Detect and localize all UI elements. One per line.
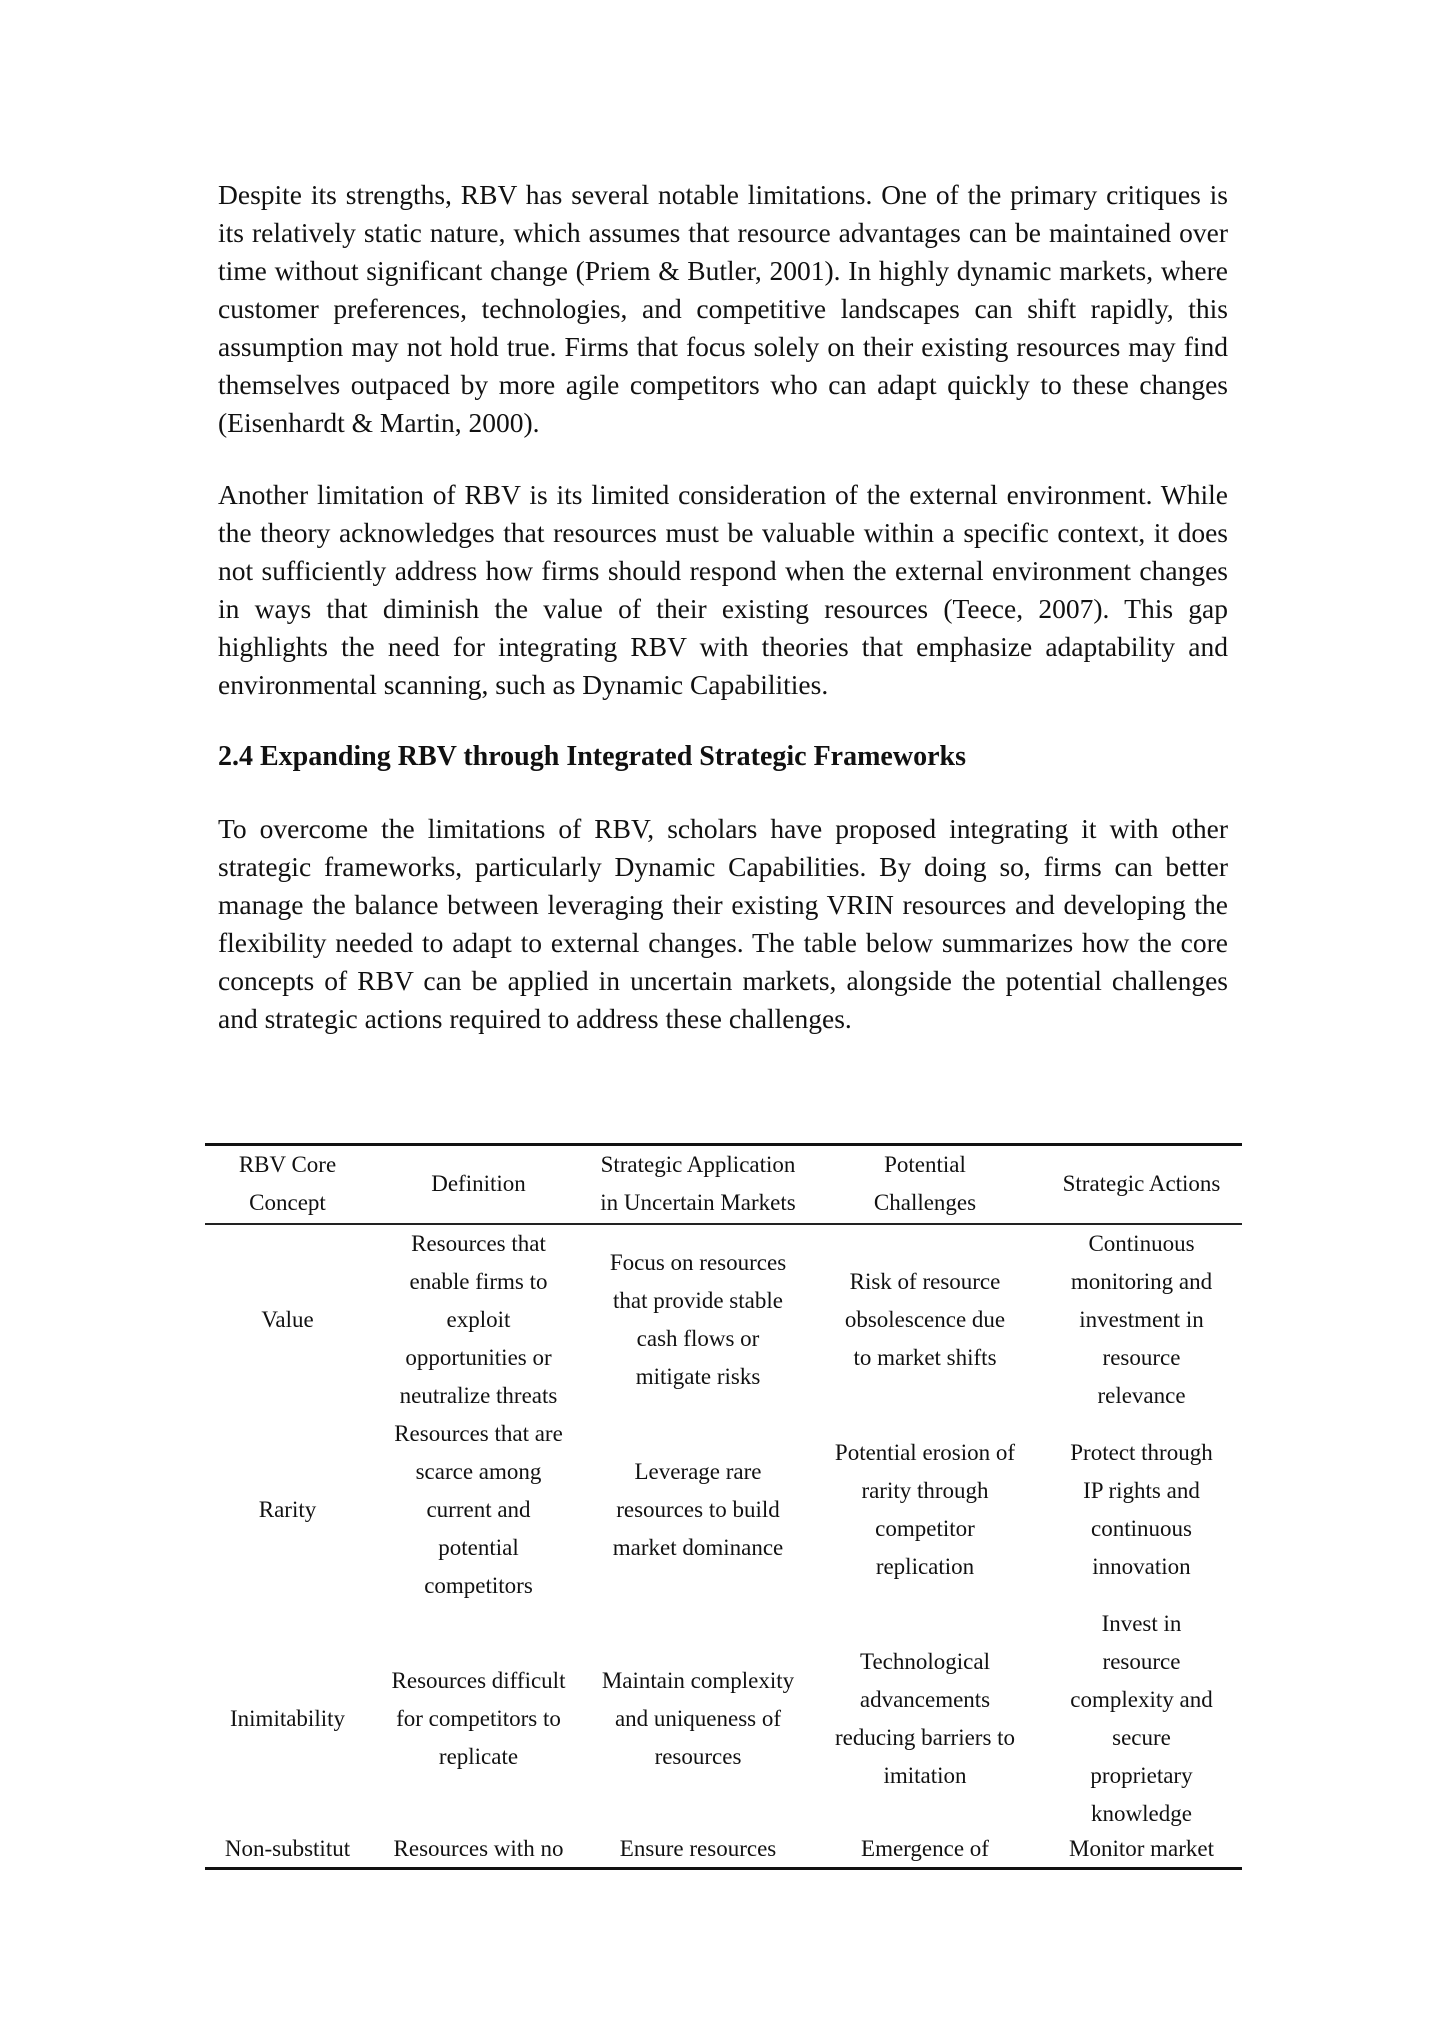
table-cell: Emergence of [861,1836,989,1861]
paragraph-limitations-external: Another limitation of RBV is its limited consideration of the external environment. While the theory acknowledges that resources must be valuable within a specific context, it does not sufficiently address how firms should respond when the external environment changes in ways that diminish the value of their existing resources (Teece, 2007). This gap highlights the need for integrating RBV with theories that emphasize adaptability and environmental scanning, such as Dynamic Capabilities. [218,479,1228,700]
table-cell: Leverage rare resources to build market dominance [612,1459,784,1560]
table-header-cell: Strategic Application in Uncertain Markets [600,1152,796,1215]
paragraph-integration: To overcome the limitations of RBV, scholars have proposed integrating it with other strategic frameworks, particularly Dynamic Capabilities. By doing so, firms can better manage the balance between leveraging their existing VRIN resources and developing the flexibility needed to adapt to external changes. The table below summarizes how the core concepts of RBV can be applied in uncertain markets, alongside the potential challenges and strategic actions required to address these challenges. [218,813,1228,1034]
table-cell: Rarity [258,1497,317,1522]
table-cell: Technological advancements reducing barriers to imitation [834,1649,1016,1788]
table-cell: Protect through IP rights and continuous innovation [1070,1440,1213,1579]
table-header-cell: Potential Challenges [873,1152,977,1215]
table-cell: Focus on resources that provide stable cash flows or mitigate risks [609,1250,787,1389]
table-cell: Resources that enable firms to exploit opportunities or neutralize threats [399,1231,558,1408]
table-cell: Invest in resource complexity and secure proprietary knowledge [1070,1611,1213,1826]
section-heading: 2.4 Expanding RBV through Integrated Strategic Frameworks [218,741,966,772]
table-cell: Inimitability [230,1706,345,1731]
table-cell: Resources with no [393,1836,564,1861]
table-cell: Maintain complexity and uniqueness of resources [601,1668,795,1769]
table-cell: Ensure resources [619,1836,777,1861]
table-header-cell: RBV Core Concept [238,1152,337,1215]
table-cell: Resources that are scarce among current and potential competitors [394,1421,563,1598]
table-cell: Continuous monitoring and investment in resource relevance [1070,1231,1213,1408]
table-cell: Monitor market [1069,1836,1214,1861]
table-cell: Risk of resource obsolescence due to market shifts [844,1269,1006,1370]
table-cell: Value [261,1307,314,1332]
paragraph-limitations-static: Despite its strengths, RBV has several notable limitations. One of the primary critiques is its relatively static nature, which assumes that resource advantages can be maintained over time without significant change (Priem & Butler, 2001). In highly dynamic markets, where customer preferences, technologies, and competitive landscapes can shift rapidly, this assumption may not hold true. Firms that focus solely on their existing resources may find themselves outpaced by more agile competitors who can adapt quickly to these changes (Eisenhardt & Martin, 2000). [218,179,1228,438]
table-header-cell: Definition [431,1171,526,1196]
table-header-cell: Strategic Actions [1062,1171,1221,1196]
table-cell: Non-substitut [224,1836,351,1861]
table-cell: Potential erosion of rarity through competitor replication [834,1440,1016,1579]
table-cell: Resources difficult for competitors to replicate [391,1668,566,1769]
